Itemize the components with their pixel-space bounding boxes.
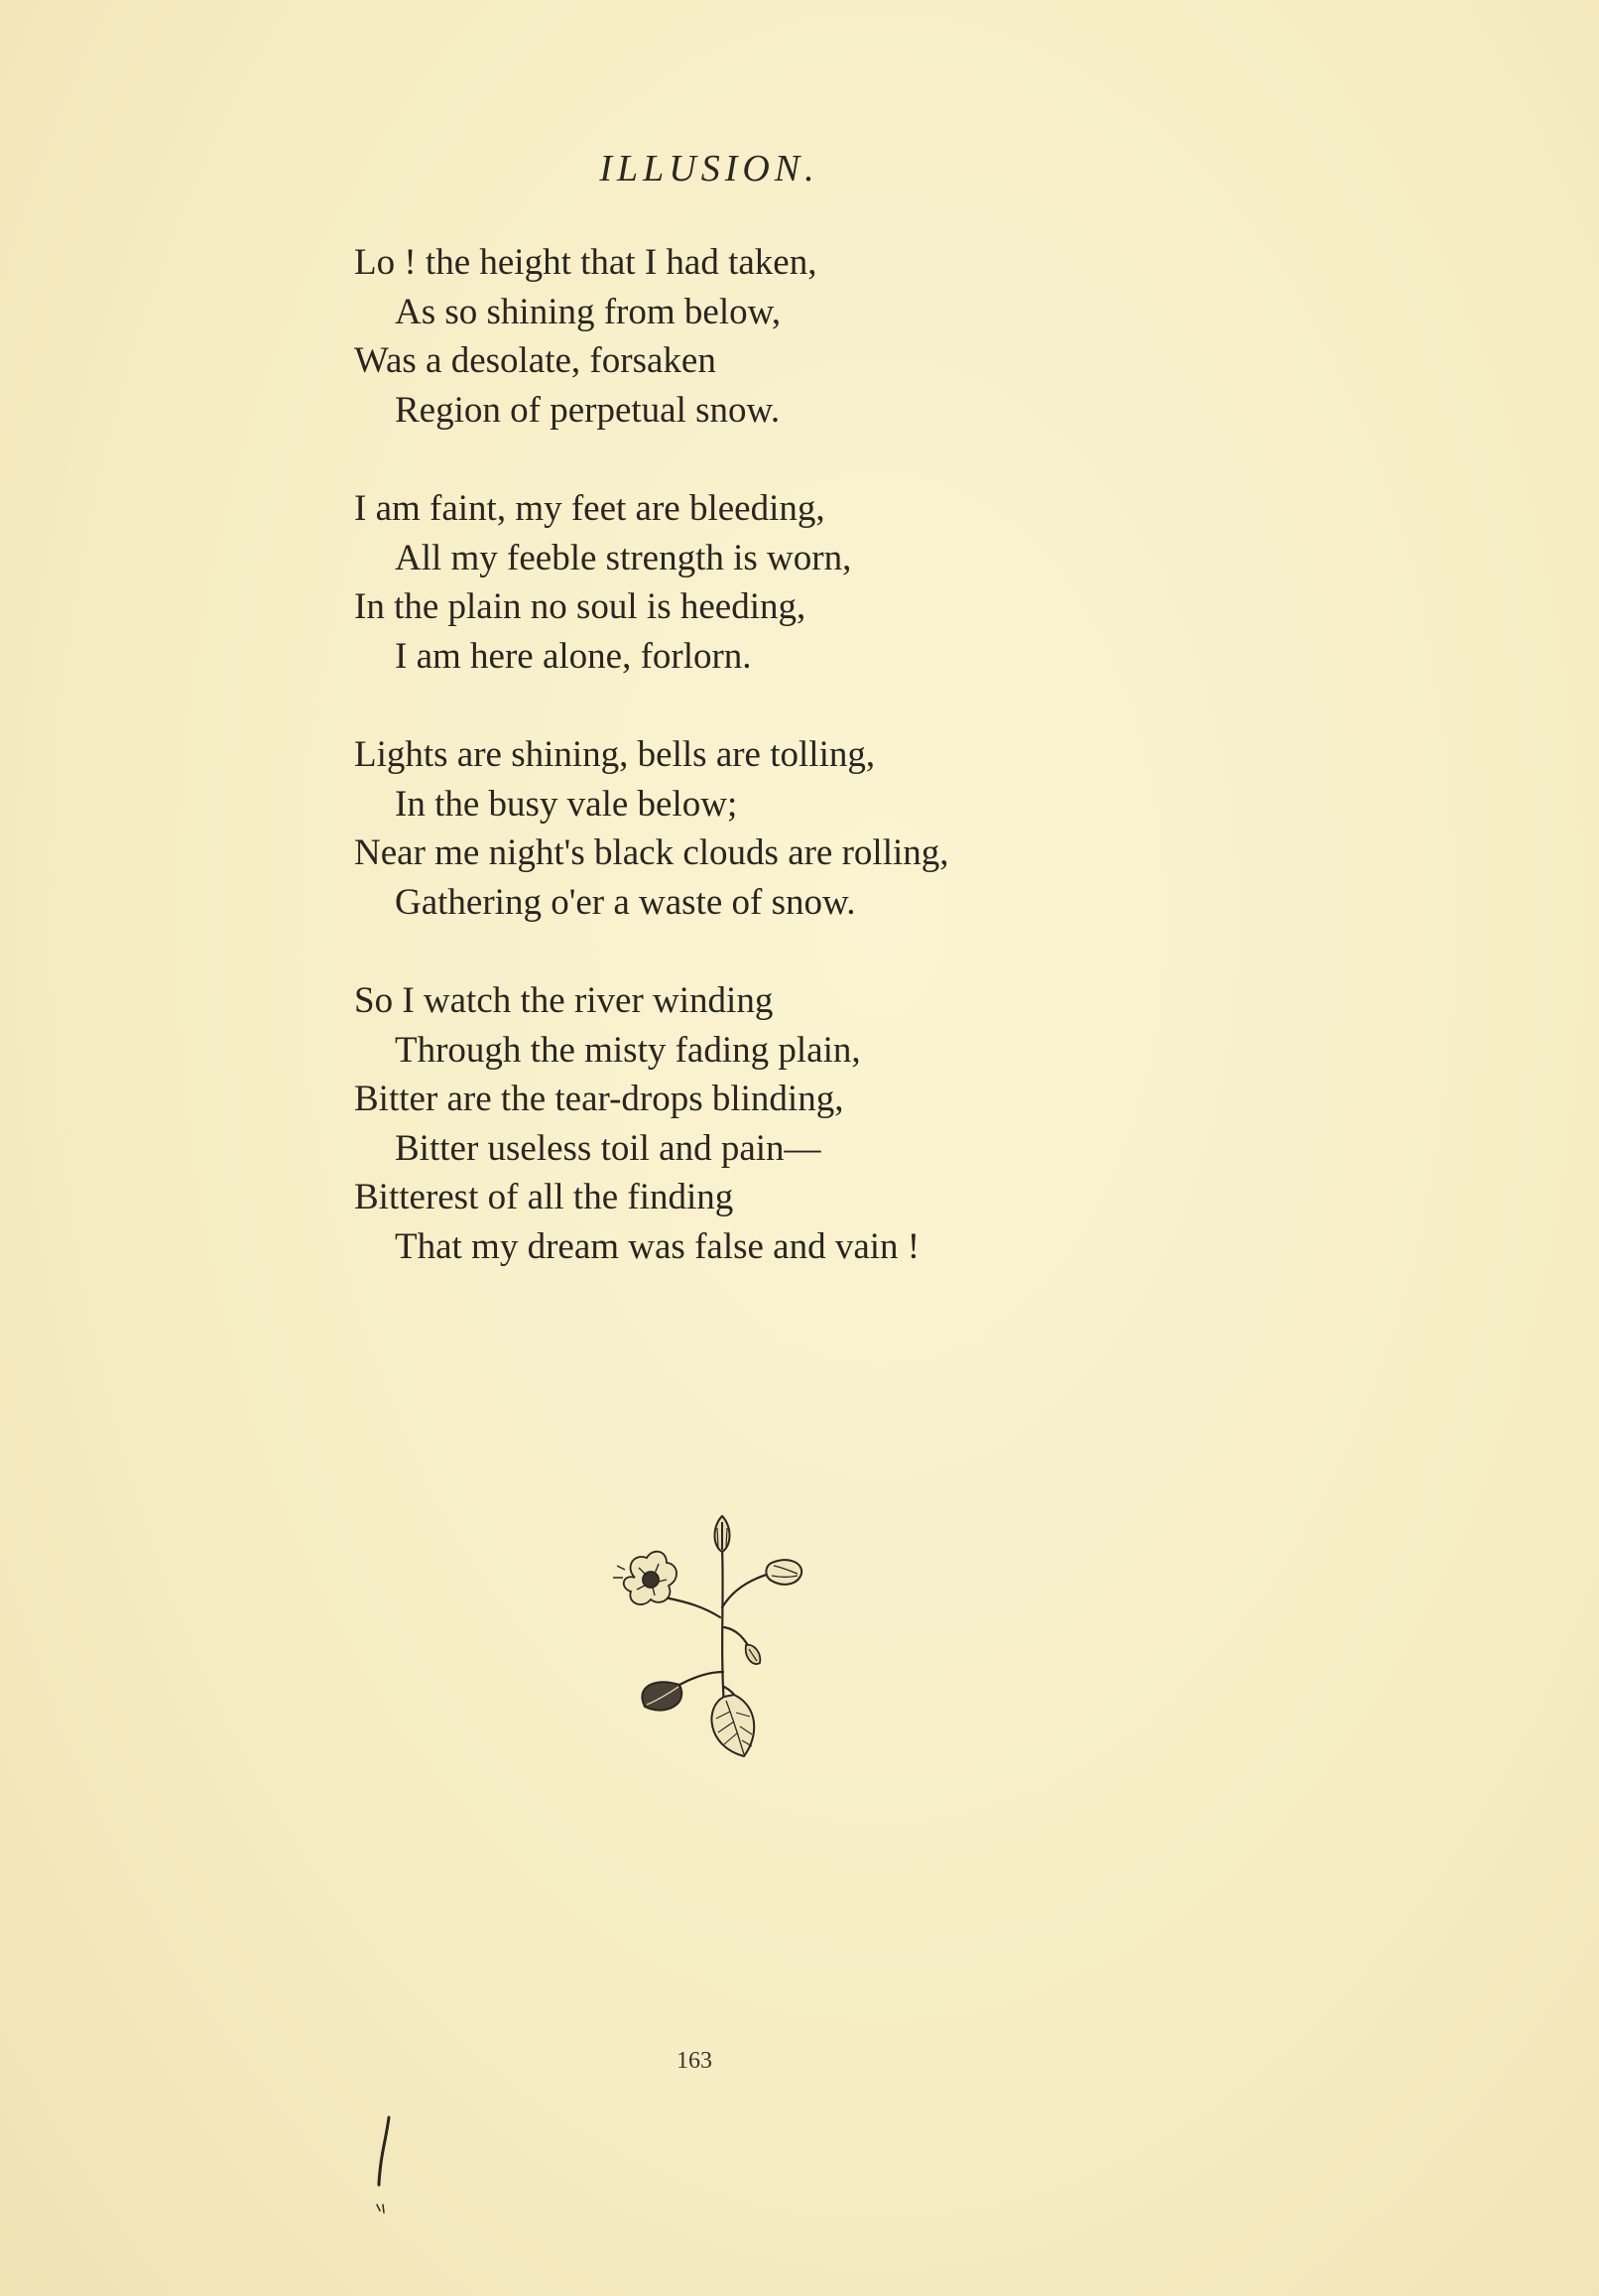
poem-line: Through the misty fading plain,: [395, 1029, 861, 1071]
poem-line: Bitter are the tear-drops blinding,: [354, 1079, 844, 1119]
stanza: [354, 976, 1495, 1271]
stanza: [354, 484, 1495, 681]
poem-line: Was a desolate, forsaken: [354, 340, 716, 381]
poem-line: In the busy vale below;: [395, 783, 738, 825]
poem-line: Gathering o'er a waste of snow.: [395, 881, 856, 923]
poem-line: Lights are shining, bells are tolling,: [354, 734, 876, 775]
poem-title: ILLUSION.: [599, 148, 819, 190]
poem-line: As so shining from below,: [395, 291, 782, 332]
page-number: 163: [676, 2048, 712, 2074]
poem-line: I am faint, my feet are bleeding,: [354, 488, 825, 529]
poem-body: [354, 238, 1495, 1321]
poem-line: Lo ! the height that I had taken,: [354, 242, 817, 283]
stanza: [354, 730, 1495, 927]
poem-line: So I watch the river winding: [354, 980, 774, 1021]
poem-line: That my dream was false and vain !: [395, 1225, 921, 1267]
poem-line: In the plain no soul is heeding,: [354, 586, 806, 627]
poem-line: All my feeble strength is worn,: [395, 537, 852, 578]
poem-line: Region of perpetual snow.: [395, 389, 781, 431]
margin-mark: [369, 2113, 399, 2223]
poem-line: Near me night's black clouds are rolling,: [354, 832, 949, 873]
stanza: [354, 238, 1495, 435]
poem-line: Bitter useless toil and pain—: [395, 1127, 821, 1169]
poem-line: Bitterest of all the finding: [354, 1177, 734, 1217]
flower-sprig-icon: [595, 1508, 823, 1766]
poem-line: I am here alone, forlorn.: [395, 635, 752, 677]
